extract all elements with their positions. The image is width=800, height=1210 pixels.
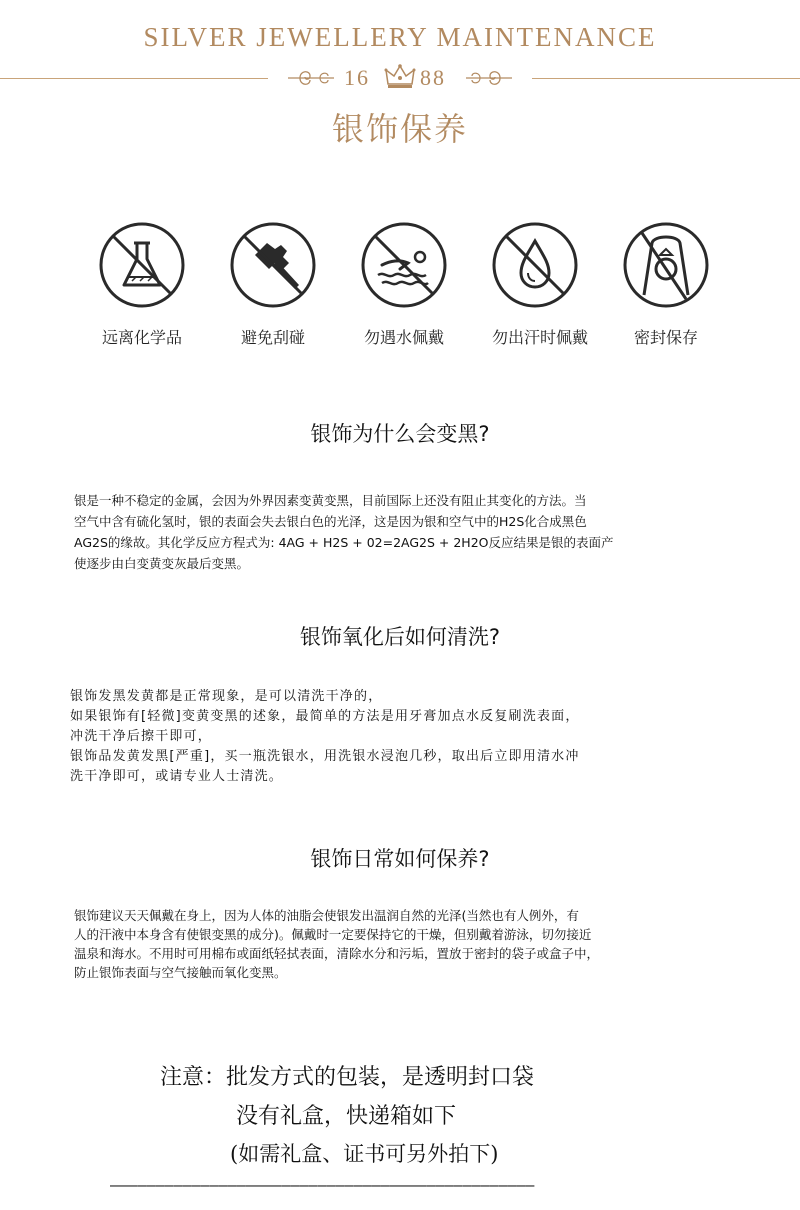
english-title: SILVER JEWELLERY MAINTENANCE xyxy=(143,22,657,52)
scroll-ornament-right-icon xyxy=(464,66,514,90)
section-body-daily-care xyxy=(74,906,599,982)
notice-line-packaging: 注意：批发方式的包装，是透明封口袋 xyxy=(160,1065,535,1090)
body-line: 温泉和海水。不用时可用棉布或面纸轻拭表面，清除水分和污垢，置放于密封的袋子或盒子中， xyxy=(74,946,600,961)
section-body-why-black xyxy=(74,490,614,574)
no-hammer-icon xyxy=(229,221,317,309)
section-body-cleaning xyxy=(70,687,580,787)
section-title-cleaning: 银饰氧化后如何清洗? xyxy=(299,625,501,649)
body-line: 人的汗液中本身含有使银变黑的成分)。佩戴时一定要保持它的干燥，但别戴着游泳，切勿接近 xyxy=(74,927,592,942)
body-line: 空气中含有硫化氢时，银的表面会失去银白色的光泽，这是因为银和空气中的H2S化合成黑色 xyxy=(74,514,587,529)
icon-label-water: 勿遇水佩戴 xyxy=(363,328,444,347)
section-title-why-black: 银饰为什么会变黑? xyxy=(310,422,490,446)
sealed-storage-icon xyxy=(622,221,710,309)
body-line: 银饰品发黄发黑[严重]，买一瓶洗银水，用洗银水浸泡几秒，取出后立即用清水冲 xyxy=(70,749,580,764)
icon-label-sweat: 勿出汗时佩戴 xyxy=(491,328,588,347)
year-left: 16 xyxy=(344,65,370,90)
ornament-line-left xyxy=(0,78,268,79)
body-line: 使逐步由白变黄变灰最后变黑。 xyxy=(74,556,250,571)
body-line: 防止银饰表面与空气接触而氧化变黑。 xyxy=(74,965,287,980)
no-sweat-icon xyxy=(491,221,579,309)
notice-line-no-giftbox: 没有礼盒，快递箱如下 xyxy=(236,1104,457,1129)
ornament-line-right xyxy=(532,78,800,79)
body-line: 冲洗干净后擦干即可， xyxy=(70,729,213,744)
notice-line-giftbox-option: (如需礼盒、证书可另外拍下) xyxy=(230,1142,499,1166)
section-title-daily-care: 银饰日常如何保养? xyxy=(310,847,490,871)
body-line: 银饰建议天天佩戴在身上，因为人体的油脂会使银发出温润自然的光泽(当然也有人例外，有 xyxy=(74,908,579,923)
no-chemicals-icon xyxy=(98,221,186,309)
no-swimming-icon xyxy=(360,221,448,309)
body-line: 洗干净即可，或请专业人士清洗。 xyxy=(70,769,284,784)
icon-label-hammer: 避免刮碰 xyxy=(240,328,305,347)
body-line: 银饰发黑发黄都是正常现象，是可以清洗干净的， xyxy=(70,689,383,704)
body-line: AG2S的缘故。其化学反应方程式为: 4AG + H2S + 02=2AG2S + 2H2O反应结果是银的表面产 xyxy=(74,535,614,550)
scroll-ornament-left-icon xyxy=(286,66,336,90)
body-line: 银是一种不稳定的金属，会因为外界因素变黄变黑，目前国际上还没有阻止其变化的方法。当 xyxy=(74,493,587,508)
icon-label-storage: 密封保存 xyxy=(633,328,698,347)
dashed-divider: ——————————————————————————————————————————————— xyxy=(110,1176,535,1192)
crown-icon xyxy=(384,62,416,90)
body-line: 如果银饰有[轻微]变黄变黑的述象，最简单的方法是用牙膏加点水反复刷洗表面， xyxy=(70,709,580,724)
year-right: 88 xyxy=(420,65,446,90)
chinese-title: 银饰保养 xyxy=(331,110,468,148)
icon-label-chemicals: 远离化学品 xyxy=(101,328,182,347)
